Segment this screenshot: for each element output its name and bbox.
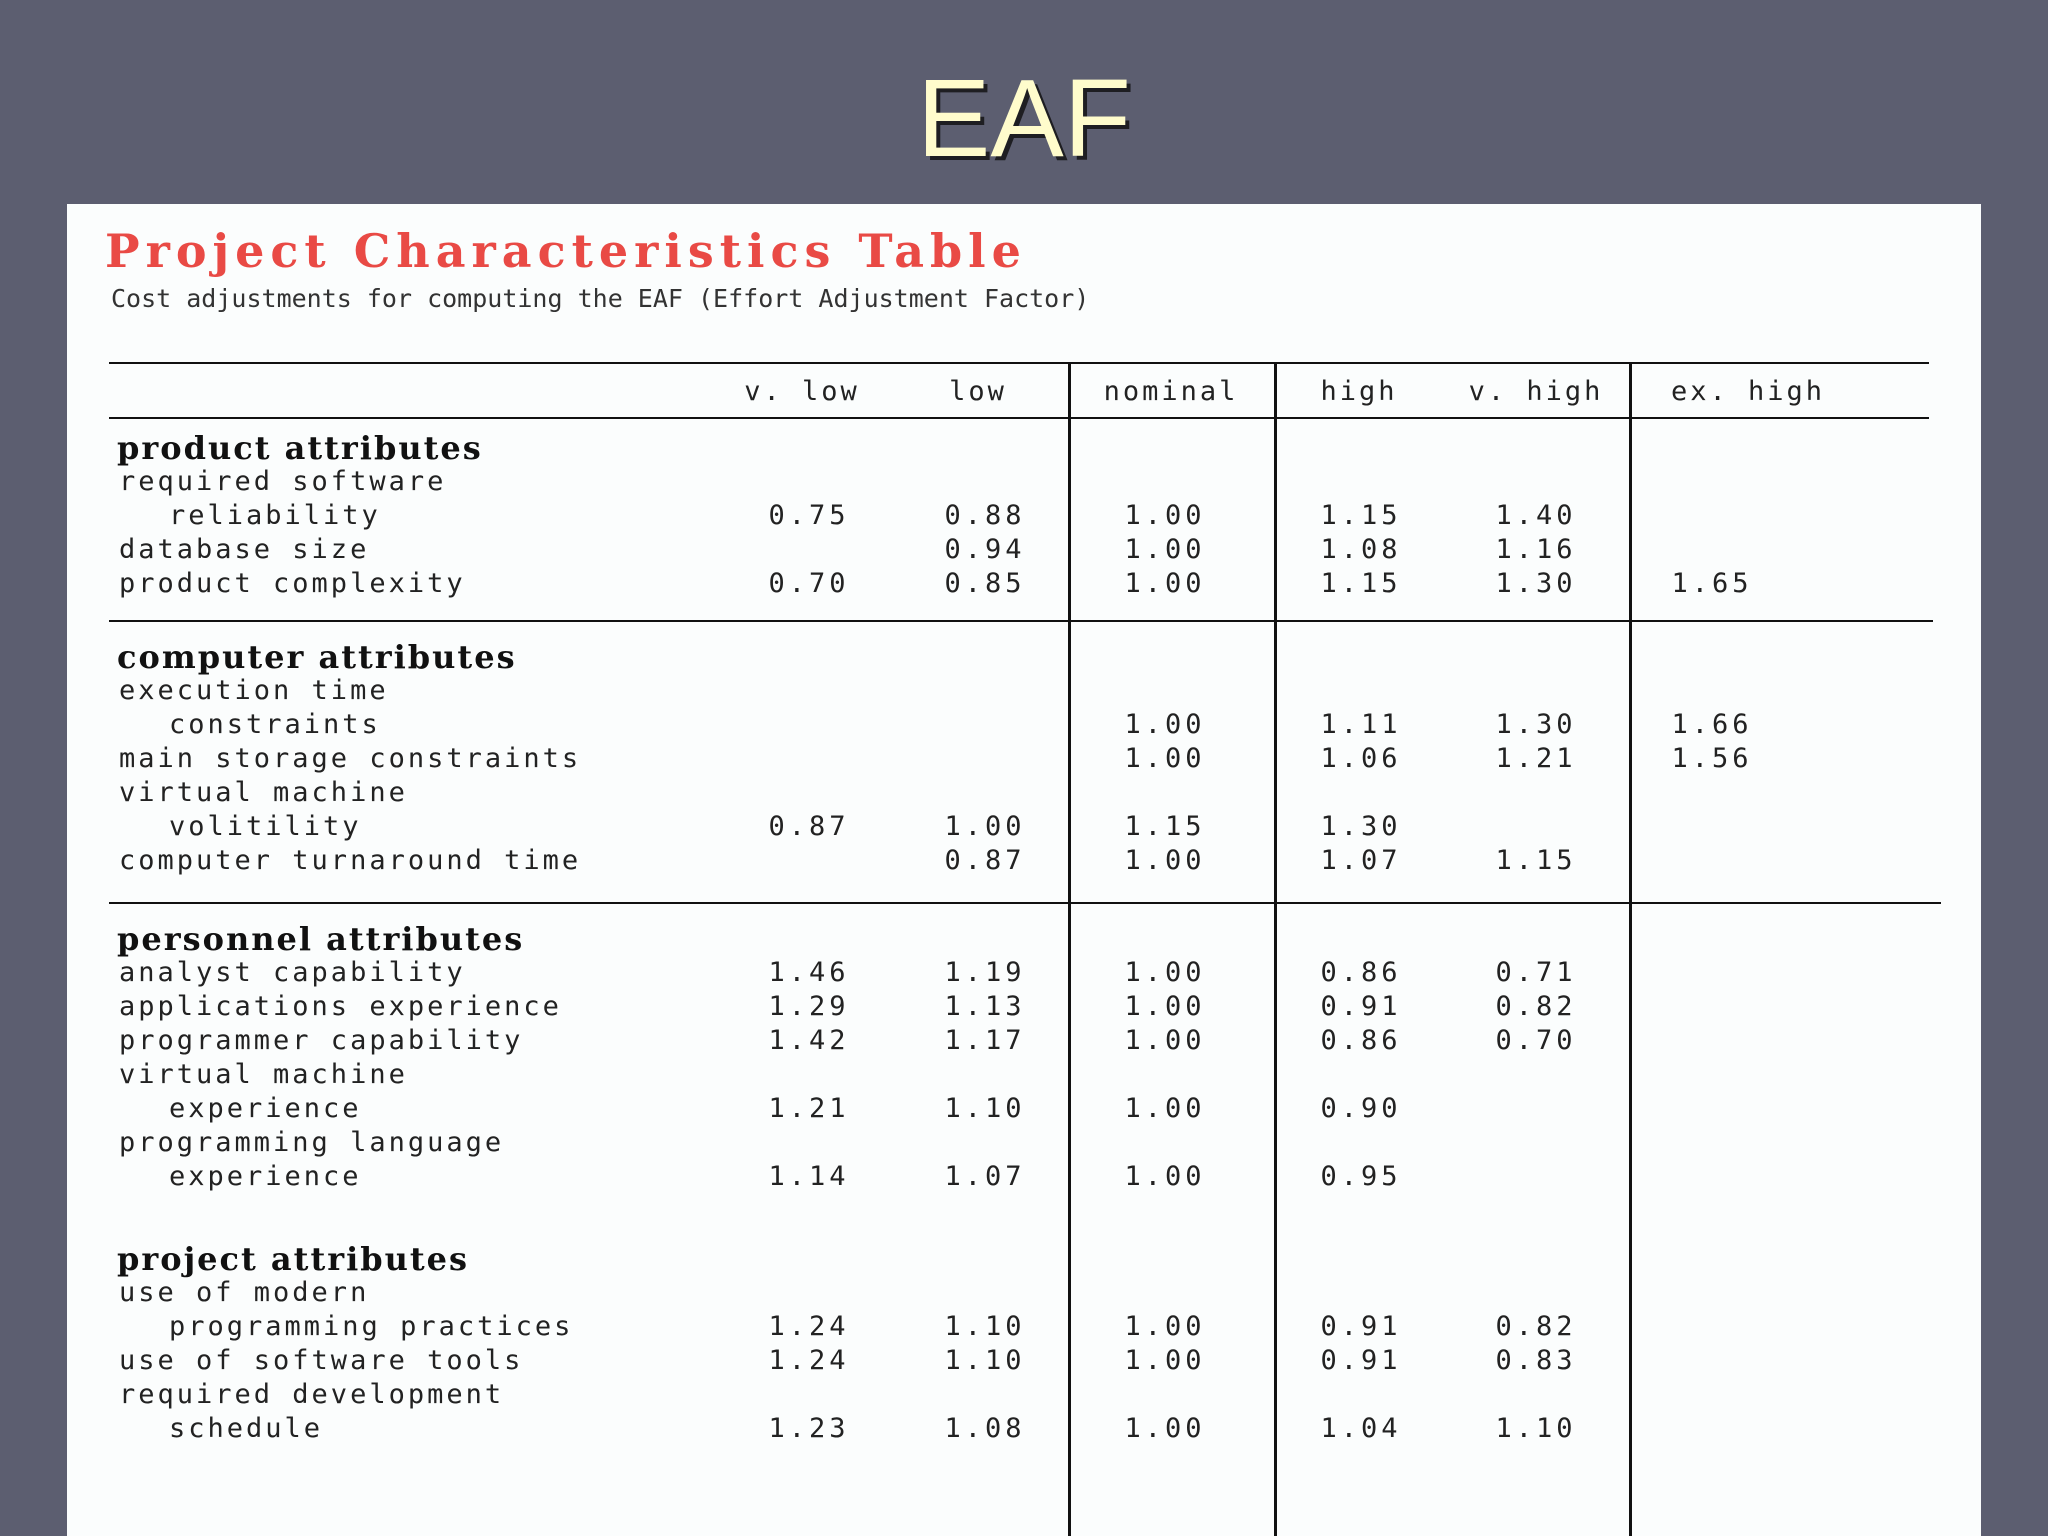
cell-nominal: 1.15 <box>1124 811 1206 842</box>
column-divider <box>1629 362 1632 1536</box>
cell-v-high: 1.30 <box>1495 568 1577 599</box>
cell-high: 0.91 <box>1320 1345 1402 1376</box>
table-subtitle: Cost adjustments for computing the EAF (Effort Adjustment Factor) <box>111 284 1090 313</box>
cell-v-low: 1.14 <box>768 1161 850 1192</box>
cell-high: 1.07 <box>1320 845 1402 876</box>
row-label: constraints <box>169 709 381 740</box>
row-label: required development <box>119 1379 505 1410</box>
cell-ex-high: 1.56 <box>1671 743 1753 774</box>
slide-title: EAF <box>917 57 1131 180</box>
cell-high: 1.06 <box>1320 743 1402 774</box>
cell-v-low: 1.24 <box>768 1345 850 1376</box>
header-bottom-rule <box>109 417 1929 419</box>
cell-low: 1.19 <box>944 957 1026 988</box>
column-header-ex-high: ex. high <box>1670 376 1826 407</box>
row-label: computer turnaround time <box>119 845 582 876</box>
cell-high: 0.86 <box>1320 1025 1402 1056</box>
cell-v-high: 0.82 <box>1495 1311 1577 1342</box>
cell-v-low: 0.87 <box>768 811 850 842</box>
cell-v-high: 1.40 <box>1495 500 1577 531</box>
section-divider <box>109 902 1941 904</box>
cell-low: 0.85 <box>944 568 1026 599</box>
row-label: main storage constraints <box>119 743 582 774</box>
cell-high: 0.91 <box>1320 1311 1402 1342</box>
cell-low: 1.10 <box>944 1345 1026 1376</box>
cell-v-high: 0.71 <box>1495 957 1577 988</box>
cell-v-low: 0.70 <box>768 568 850 599</box>
cell-low: 1.10 <box>944 1093 1026 1124</box>
cell-nominal: 1.00 <box>1124 1025 1206 1056</box>
section-heading: personnel attributes <box>117 920 525 958</box>
row-label: programming practices <box>169 1311 574 1342</box>
cell-high: 1.15 <box>1320 500 1402 531</box>
cell-high: 1.30 <box>1320 811 1402 842</box>
cell-v-low: 1.42 <box>768 1025 850 1056</box>
cell-ex-high: 1.65 <box>1671 568 1753 599</box>
cell-high: 0.91 <box>1320 991 1402 1022</box>
row-label: virtual machine <box>119 1059 408 1090</box>
table-panel <box>67 204 1981 1536</box>
section-divider <box>109 620 1933 622</box>
cell-nominal: 1.00 <box>1124 1161 1206 1192</box>
cell-high: 1.04 <box>1320 1413 1402 1444</box>
row-label: reliability <box>169 500 381 531</box>
cell-low: 0.88 <box>944 500 1026 531</box>
cell-nominal: 1.00 <box>1124 991 1206 1022</box>
cell-low: 1.08 <box>944 1413 1026 1444</box>
row-label: database size <box>119 534 370 565</box>
cell-low: 1.17 <box>944 1025 1026 1056</box>
cell-low: 1.13 <box>944 991 1026 1022</box>
cell-v-high: 0.82 <box>1495 991 1577 1022</box>
cell-nominal: 1.00 <box>1124 568 1206 599</box>
column-divider <box>1274 362 1277 1536</box>
row-label: required software <box>119 466 447 497</box>
cell-nominal: 1.00 <box>1124 500 1206 531</box>
cell-v-low: 0.75 <box>768 500 850 531</box>
cell-nominal: 1.00 <box>1124 1093 1206 1124</box>
row-label: experience <box>169 1093 362 1124</box>
row-label: schedule <box>169 1413 324 1444</box>
cell-v-high: 0.70 <box>1495 1025 1577 1056</box>
cell-low: 0.87 <box>944 845 1026 876</box>
cell-high: 0.86 <box>1320 957 1402 988</box>
cell-low: 0.94 <box>944 534 1026 565</box>
cell-v-high: 1.10 <box>1495 1413 1577 1444</box>
column-header-low: low <box>949 376 1007 407</box>
cell-nominal: 1.00 <box>1124 1311 1206 1342</box>
cell-high: 1.15 <box>1320 568 1402 599</box>
row-label: product complexity <box>119 568 466 599</box>
row-label: use of software tools <box>119 1345 524 1376</box>
table-title: Project Characteristics Table <box>105 224 1027 278</box>
row-label: experience <box>169 1161 362 1192</box>
cell-high: 1.08 <box>1320 534 1402 565</box>
column-header-high: high <box>1320 376 1398 407</box>
cell-v-high: 1.30 <box>1495 709 1577 740</box>
row-label: use of modern <box>119 1277 370 1308</box>
cell-v-low: 1.46 <box>768 957 850 988</box>
row-label: programmer capability <box>119 1025 524 1056</box>
cell-v-low: 1.23 <box>768 1413 850 1444</box>
section-heading: project attributes <box>117 1240 470 1278</box>
row-label: execution time <box>119 675 389 706</box>
cell-v-low: 1.21 <box>768 1093 850 1124</box>
cell-v-low: 1.29 <box>768 991 850 1022</box>
cell-nominal: 1.00 <box>1124 709 1206 740</box>
row-label: volitility <box>169 811 362 842</box>
cell-v-low: 1.24 <box>768 1311 850 1342</box>
cell-high: 0.95 <box>1320 1161 1402 1192</box>
row-label: applications experience <box>119 991 562 1022</box>
cell-v-high: 0.83 <box>1495 1345 1577 1376</box>
table-top-rule <box>109 362 1929 364</box>
column-header-v-low: v. low <box>744 376 860 407</box>
cell-v-high: 1.21 <box>1495 743 1577 774</box>
column-header-nominal: nominal <box>1103 376 1239 407</box>
column-divider <box>1068 362 1071 1536</box>
cell-nominal: 1.00 <box>1124 845 1206 876</box>
cell-nominal: 1.00 <box>1124 957 1206 988</box>
row-label: programming language <box>119 1127 505 1158</box>
section-heading: product attributes <box>117 429 483 467</box>
cell-nominal: 1.00 <box>1124 1345 1206 1376</box>
cell-v-high: 1.15 <box>1495 845 1577 876</box>
column-header-v-high: v. high <box>1468 376 1604 407</box>
row-label: virtual machine <box>119 777 408 808</box>
cell-low: 1.07 <box>944 1161 1026 1192</box>
row-label: analyst capability <box>119 957 466 988</box>
cell-high: 0.90 <box>1320 1093 1402 1124</box>
cell-nominal: 1.00 <box>1124 743 1206 774</box>
cell-high: 1.11 <box>1320 709 1402 740</box>
cell-ex-high: 1.66 <box>1671 709 1753 740</box>
cell-nominal: 1.00 <box>1124 1413 1206 1444</box>
cell-low: 1.00 <box>944 811 1026 842</box>
cell-low: 1.10 <box>944 1311 1026 1342</box>
cell-nominal: 1.00 <box>1124 534 1206 565</box>
cell-v-high: 1.16 <box>1495 534 1577 565</box>
section-heading: computer attributes <box>117 638 517 676</box>
